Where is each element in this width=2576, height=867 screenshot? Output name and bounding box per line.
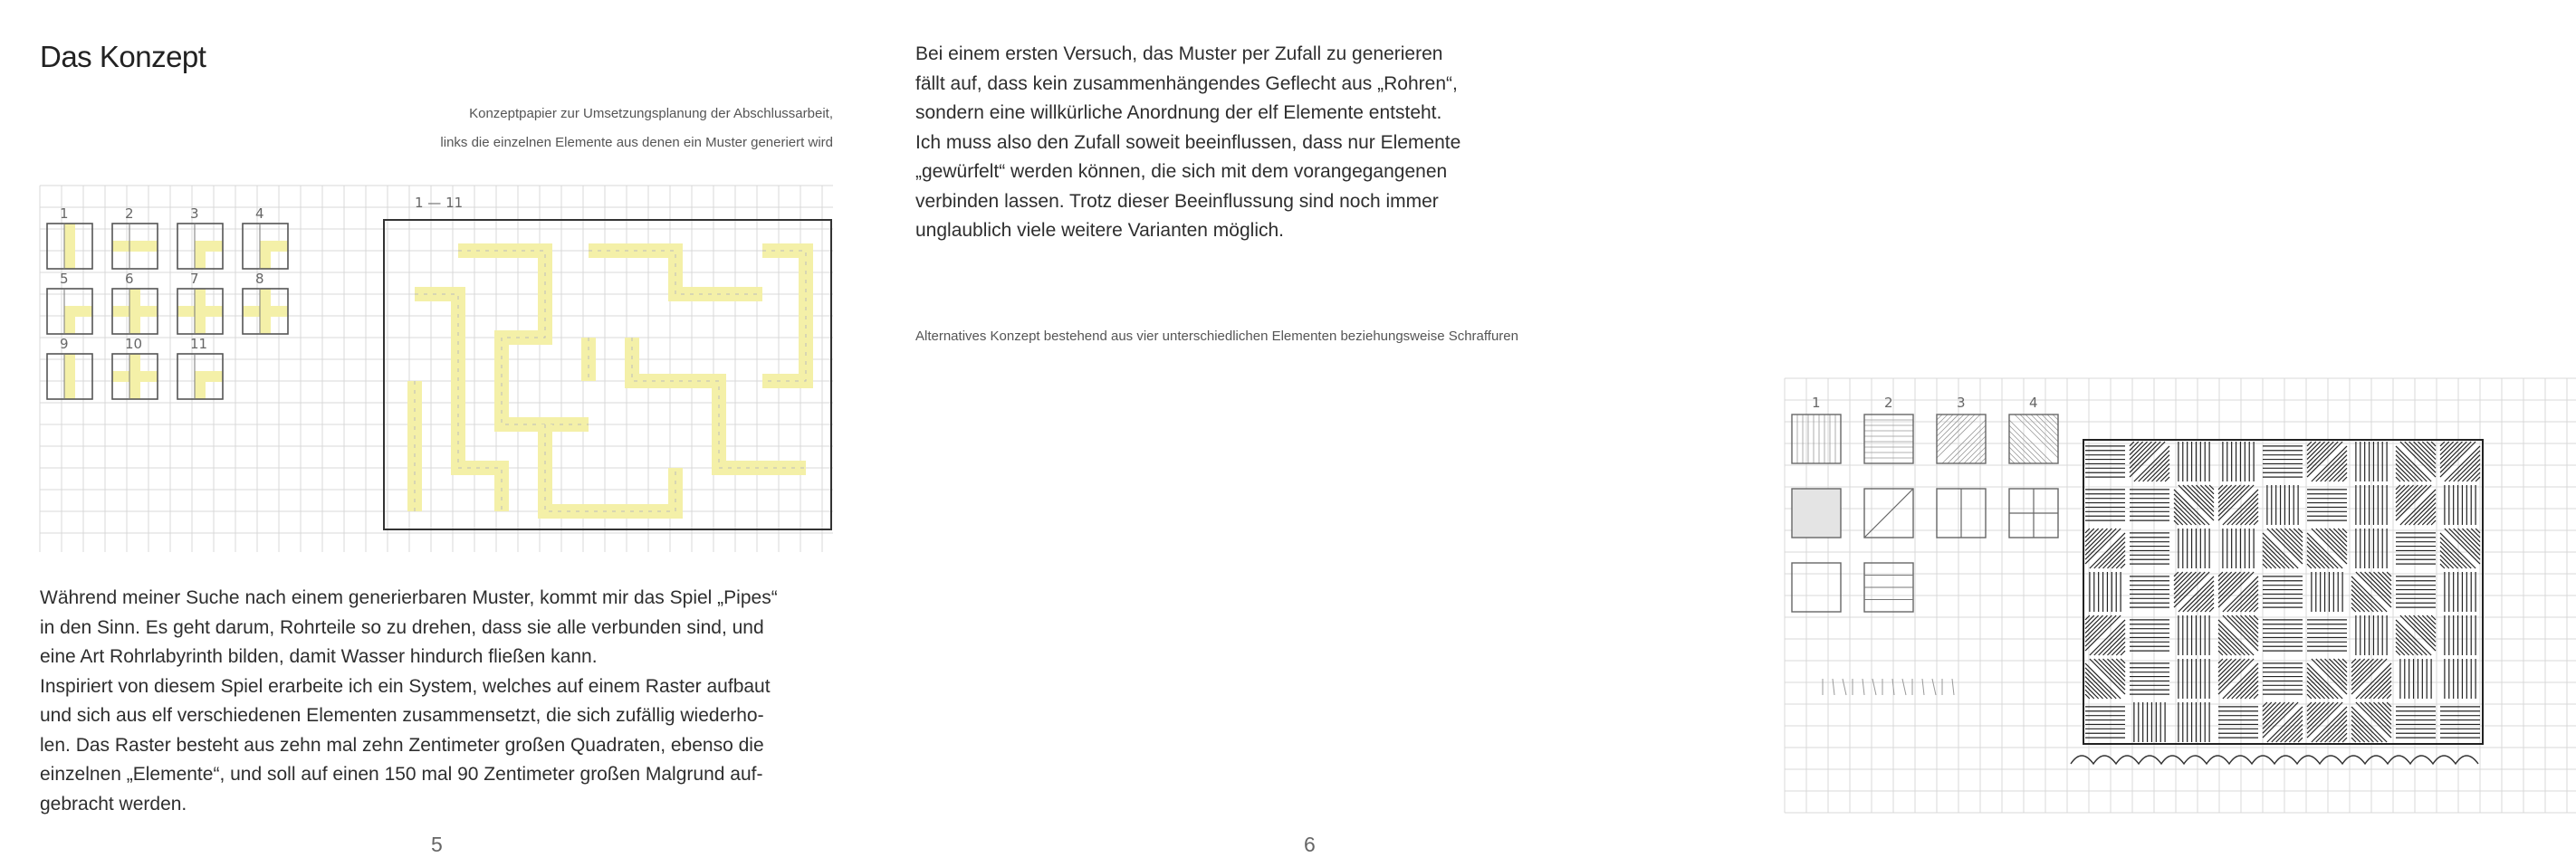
element-number: 3 — [1957, 395, 1966, 411]
hatching-cell — [2267, 485, 2298, 525]
hatching-cell — [2179, 442, 2209, 481]
element-number: 7 — [190, 271, 199, 287]
hatching-cell — [2130, 533, 2169, 564]
hatching-cell — [2307, 442, 2347, 481]
element-number: 5 — [60, 271, 69, 287]
hatching-cell — [2085, 615, 2125, 655]
hatching-cell — [2445, 572, 2475, 612]
pipe-element — [177, 336, 223, 399]
element-number: 4 — [255, 205, 264, 222]
pipes-concept-sketch — [40, 186, 833, 552]
hatching-cell — [2263, 446, 2303, 477]
body-line: sondern eine willkürliche Anordnung der elf Elemente entsteht. — [915, 102, 1442, 123]
element-number: 9 — [60, 336, 69, 352]
hatching-cell — [2130, 620, 2169, 651]
element-number: 11 — [190, 336, 208, 352]
hatching-cell — [2085, 707, 2125, 738]
right-body-text — [915, 40, 1474, 246]
element-number: 6 — [125, 271, 134, 287]
hatching-cell — [2130, 576, 2169, 607]
body-line: „gewürfelt“ werden können, die sich mit dem vorangegangenen — [915, 161, 1448, 182]
hatching-cell — [2218, 707, 2258, 738]
hatching-cell — [2223, 529, 2254, 568]
hatching-cell — [2130, 663, 2169, 694]
hatching-cell — [2307, 620, 2347, 651]
hatching-cell — [2218, 572, 2258, 612]
body-line: Bei einem ersten Versuch, das Muster per Zufall zu generieren — [915, 43, 1443, 64]
left-page — [0, 0, 869, 867]
hatching-cell — [2440, 442, 2480, 481]
hatching-cell — [2445, 615, 2475, 655]
hatching-cell — [2174, 572, 2214, 612]
hatching-cell — [2445, 659, 2475, 699]
pipe-element — [112, 271, 158, 334]
hatching-cell — [2218, 659, 2258, 699]
alternative-caption: Alternatives Konzept bestehend aus vier unterschiedlichen Elementen beziehungsweise Schraffuren — [915, 329, 1518, 344]
hatching-cell — [2179, 529, 2209, 568]
pipe-element — [112, 205, 158, 269]
body-line: gebracht werden. — [40, 793, 187, 815]
hatching-cell — [2307, 490, 2347, 520]
hatching-cell — [2307, 529, 2347, 568]
hatching-cell — [2085, 659, 2125, 699]
hatching-cell — [2440, 707, 2480, 738]
hatching-concept-sketch — [1785, 378, 2576, 813]
hatching-cell — [2440, 529, 2480, 568]
caption-line: Konzeptpapier zur Umsetzungsplanung der Abschlussarbeit, — [469, 106, 833, 121]
hatching-element — [1792, 395, 1841, 463]
hatching-cell — [2085, 446, 2125, 477]
element-number: 3 — [190, 205, 199, 222]
hatching-elements — [1792, 395, 2058, 463]
hatching-cell — [2263, 576, 2303, 607]
pipe-element — [47, 205, 92, 269]
pipe-element — [112, 336, 158, 399]
hatching-cell — [2090, 572, 2121, 612]
hatching-cell — [2263, 663, 2303, 694]
body-line: und sich aus elf verschiedenen Elementen zusammensetzt, die sich zufällig wiederho- — [40, 705, 764, 726]
element-range-label: 1 — 11 — [415, 195, 464, 211]
hatching-cell — [2218, 615, 2258, 655]
left-body-text — [40, 584, 833, 819]
hatching-element — [1937, 395, 1986, 463]
element-number: 4 — [2029, 395, 2038, 411]
hatching-cell — [2134, 702, 2165, 742]
graph-paper-grid — [40, 186, 833, 552]
pipe-element — [177, 271, 223, 334]
body-line: Während meiner Suche nach einem generierbaren Muster, kommt mir das Spiel „Pipes“ — [40, 587, 778, 608]
body-line: unglaublich viele weitere Varianten möglich. — [915, 220, 1285, 241]
element-number: 2 — [125, 205, 134, 222]
right-page — [869, 0, 2038, 867]
element-number: 2 — [1884, 395, 1893, 411]
hatching-cell — [2307, 659, 2347, 699]
hatching-cell — [2396, 485, 2436, 525]
hatching-cell — [2179, 615, 2209, 655]
pipes-sketch-drawing — [40, 186, 833, 552]
hatching-cell — [2396, 442, 2436, 481]
graph-paper-grid — [1785, 378, 2576, 813]
page-title: Das Konzept — [40, 40, 206, 73]
body-line: eine Art Rohrlabyrinth bilden, damit Wasser hindurch fließen kann. — [40, 646, 598, 667]
page-number: 5 — [431, 833, 443, 856]
body-line: verbinden lassen. Trotz dieser Beeinflussung sind noch immer — [915, 190, 1439, 212]
hatching-cell — [2396, 576, 2436, 607]
hatching-cell — [2223, 442, 2254, 481]
hatching-cell — [2263, 702, 2303, 742]
hatching-cell — [2218, 485, 2258, 525]
hatching-cell — [2085, 529, 2125, 568]
body-line: len. Das Raster besteht aus zehn mal zehn Zentimeter großen Quadraten, ebenso die — [40, 734, 764, 756]
hatching-cell — [2085, 490, 2125, 520]
hatching-cell — [2307, 702, 2347, 742]
element-number: 8 — [255, 271, 264, 287]
element-number: 1 — [60, 205, 69, 222]
hatching-cell — [2396, 533, 2436, 564]
body-line: fällt auf, dass kein zusammenhängendes Geflecht aus „Rohren“, — [915, 72, 1458, 94]
hatching-cell — [2396, 707, 2436, 738]
hatching-cell — [2179, 659, 2209, 699]
pipe-element — [47, 271, 92, 334]
body-line: einzelnen „Elemente“, und soll auf einen 150 mal 90 Zentimeter großen Malgrund auf- — [40, 764, 763, 785]
hatching-cell — [2396, 615, 2436, 655]
hatching-cell — [2445, 485, 2475, 525]
caption-line: links die einzelnen Elemente aus denen ein Muster generiert wird — [440, 135, 833, 150]
pipe-element — [47, 336, 92, 399]
hatching-cell — [2312, 572, 2342, 612]
element-number: 10 — [125, 336, 143, 352]
element-number: 1 — [1812, 395, 1821, 411]
hatching-element — [2009, 395, 2058, 463]
hatching-cell — [2130, 442, 2169, 481]
hatching-sketch-drawing — [1785, 378, 2576, 813]
hatching-cell — [2400, 659, 2431, 699]
page-number: 6 — [1304, 833, 1316, 856]
body-line: Inspiriert von diesem Spiel erarbeite ich ein System, welches auf einem Raster aufbaut — [40, 675, 771, 697]
hatching-cell — [2263, 529, 2303, 568]
pipe-element — [177, 205, 223, 269]
concept-caption — [199, 100, 833, 157]
hatching-cell — [2174, 485, 2214, 525]
pipe-element — [243, 205, 288, 269]
hatching-variants — [1792, 489, 2058, 695]
hatching-cell — [2130, 490, 2169, 520]
hatching-cell — [2179, 702, 2209, 742]
pipe-element — [243, 271, 288, 334]
body-line: in den Sinn. Es geht darum, Rohrteile so zu drehen, dass sie alle verbunden sind, und — [40, 616, 764, 638]
body-line: Ich muss also den Zufall soweit beeinflussen, dass nur Elemente — [915, 131, 1461, 153]
hatching-cell — [2263, 620, 2303, 651]
